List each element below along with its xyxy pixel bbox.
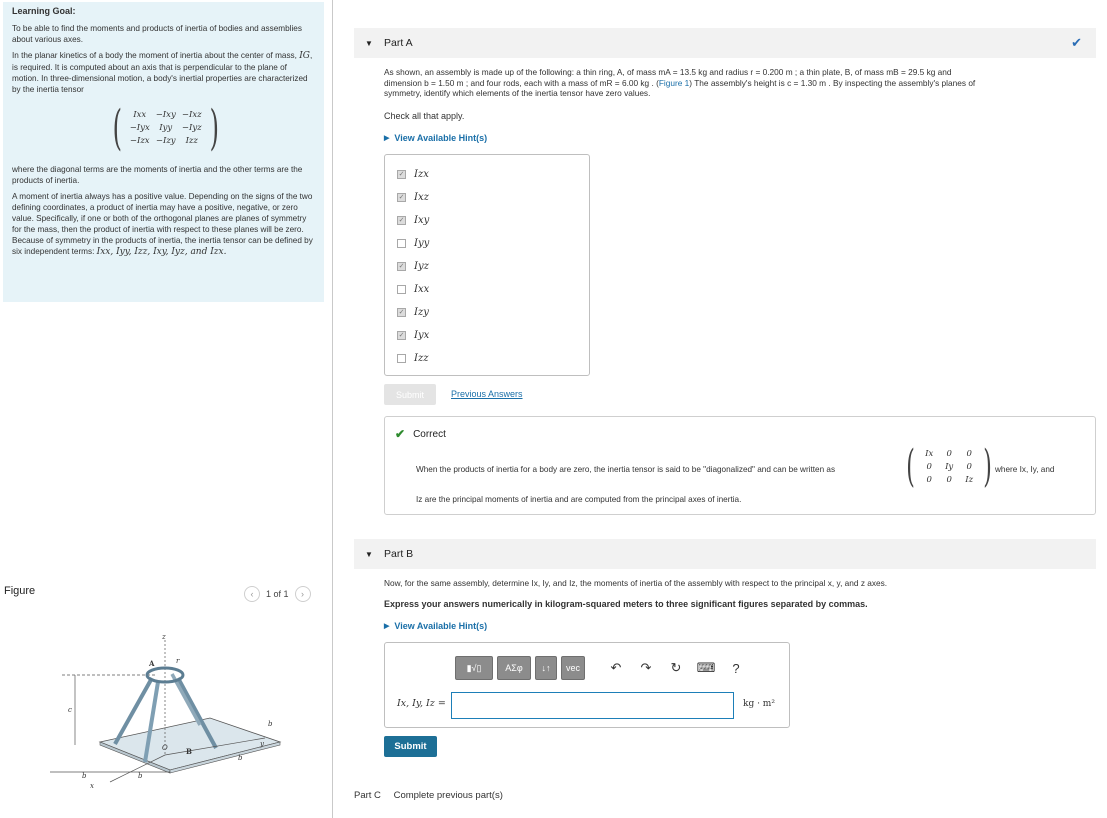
option-label: Ixz xyxy=(414,192,429,203)
para3-terms: Ixx, Iyy, Izz, Ixy, Iyz, and Izx. xyxy=(96,247,227,257)
tensor-cell: Ixx xyxy=(133,109,147,120)
undo-icon[interactable]: ↶ xyxy=(610,660,622,675)
question-segment: dimension b = 1.50 m ; and four rods, each with a mass of mR = 6.00 kg . ( xyxy=(384,77,659,88)
option-row[interactable] xyxy=(397,330,429,341)
symbols-button[interactable]: ΑΣφ xyxy=(497,656,531,680)
feedback-line1: When the products of inertia for a body are zero, the inertia tensor is said to be "diagonalized" and can be written as xyxy=(416,465,836,474)
checkbox-unchecked[interactable] xyxy=(397,285,406,294)
feedback-title-text: Correct xyxy=(413,428,446,440)
label-B: B xyxy=(186,747,192,756)
diag-cell: 0 xyxy=(946,475,952,485)
tensor-cell: −Izx xyxy=(129,135,150,146)
diag-cell: 0 xyxy=(946,449,952,459)
label-b: b xyxy=(268,720,273,728)
diag-cell: Ix xyxy=(925,449,934,459)
diagonal-matrix-grid xyxy=(919,449,979,485)
part-b-question: Now, for the same assembly, determine Ix, Iy, and Iz, the moments of inertia of the assembly with respect to the principal x, y, and z axes. xyxy=(384,578,888,588)
checkbox-unchecked[interactable] xyxy=(397,239,406,248)
option-row[interactable] xyxy=(397,238,429,249)
option-label: Izx xyxy=(414,169,429,180)
right-paren: ) xyxy=(983,441,993,492)
label-r: r xyxy=(176,657,180,665)
learning-goal-title: Learning Goal: xyxy=(12,6,76,16)
checkbox-checked[interactable]: ✓ xyxy=(398,194,405,201)
checkbox-unchecked[interactable] xyxy=(397,354,406,363)
left-panel xyxy=(0,0,333,818)
option-label: Izy xyxy=(414,307,429,318)
part-c-status: Complete previous part(s) xyxy=(393,790,503,801)
para1-pre: In the planar kinetics of a body the moment of inertia about the center of mass, xyxy=(12,51,297,60)
diag-cell: 0 xyxy=(926,462,932,472)
collapse-caret-icon[interactable]: ▼ xyxy=(365,549,373,559)
assembly-figure xyxy=(40,630,290,790)
correct-feedback-box xyxy=(384,416,1096,515)
option-label: Iyy xyxy=(414,238,430,249)
learning-goal-panel xyxy=(3,2,324,302)
label-c: c xyxy=(68,706,72,714)
answer-units: kg · m² xyxy=(743,699,775,709)
option-label: Izz xyxy=(414,353,429,364)
part-c-title: Part C xyxy=(354,790,381,801)
inertia-tensor-matrix xyxy=(108,100,315,156)
part-a-title: Part A xyxy=(384,37,413,49)
diag-cell: 0 xyxy=(966,449,972,459)
diag-cell: 0 xyxy=(966,462,972,472)
part-a-instruction: Check all that apply. xyxy=(384,111,465,121)
completed-check-icon: ✔ xyxy=(1071,35,1082,50)
option-row[interactable] xyxy=(397,192,429,203)
redo-icon[interactable]: ↷ xyxy=(640,660,652,675)
para1-post: , is required. It is computed about an axis that is perpendicular to the plane of motion. In three-dimensional motion, a body's inertial properties are characterized by the inertia tensor xyxy=(12,51,313,94)
tensor-cell: −Iyx xyxy=(129,122,150,133)
figure-pager xyxy=(244,586,311,602)
expand-triangle-icon: ▶ xyxy=(384,623,390,630)
diag-cell: Iz xyxy=(965,475,974,485)
question-line: symmetry, identify which elements of the inertia tensor have zero values. xyxy=(384,88,651,98)
figure-label: Figure xyxy=(4,585,36,597)
inertia-tensor-grid xyxy=(127,110,205,147)
label-x: x xyxy=(90,782,94,790)
checkbox-checked[interactable]: ✓ xyxy=(398,171,405,178)
part-a-header[interactable] xyxy=(354,28,1096,58)
checkbox-checked[interactable]: ✓ xyxy=(398,309,405,316)
diag-cell: 0 xyxy=(926,475,932,485)
options-box xyxy=(384,154,590,376)
expand-triangle-icon: ▶ xyxy=(384,135,390,142)
option-label: Ixx xyxy=(414,284,430,295)
label-A: A xyxy=(149,659,155,668)
diag-cell: Iy xyxy=(945,462,954,472)
option-label: Ixy xyxy=(414,215,430,226)
question-segment: ) The assembly's height is c = 1.30 m . By inspecting the assembly's planes of xyxy=(689,77,976,88)
label-y: y xyxy=(260,740,264,748)
part-b-hint-toggle[interactable] xyxy=(384,621,487,631)
question-line xyxy=(384,78,1096,89)
option-label: Iyz xyxy=(414,261,429,272)
part-b-instruction: Express your answers numerically in kilogram-squared meters to three significant figures separated by commas. xyxy=(384,599,868,609)
hint-label: View Available Hint(s) xyxy=(394,621,488,631)
learning-goal-para3 xyxy=(12,191,315,258)
reset-icon[interactable]: ↻ xyxy=(670,660,682,675)
option-row[interactable] xyxy=(397,261,429,272)
label-z: z xyxy=(162,633,166,641)
option-label: Iyx xyxy=(414,330,430,341)
help-icon[interactable]: ? xyxy=(732,660,740,676)
label-b: b xyxy=(238,754,243,762)
tensor-cell: Iyy xyxy=(159,122,173,133)
feedback-line2: Iz are the principal moments of inertia and are computed from the principal axes of inertia. xyxy=(416,495,742,504)
learning-goal-intro: To be able to find the moments and products of inertia of bodies and assemblies about various axes. xyxy=(12,24,302,44)
previous-answers-link[interactable]: Previous Answers xyxy=(451,389,523,399)
tensor-cell: −Ixy xyxy=(155,109,176,120)
label-b: b xyxy=(82,772,87,780)
checkbox-checked[interactable]: ✓ xyxy=(398,332,405,339)
part-b-title: Part B xyxy=(384,548,414,560)
tensor-cell: −Ixz xyxy=(181,109,202,120)
part-a-submit-button: Submit xyxy=(384,384,436,405)
vector-button[interactable]: vec xyxy=(561,656,585,680)
right-paren: ) xyxy=(209,100,219,156)
answer-box xyxy=(384,642,790,728)
tensor-cell: −Izy xyxy=(155,135,176,146)
left-paren: ( xyxy=(112,100,123,156)
figure-page-count: 1 of 1 xyxy=(266,589,289,599)
learning-goal-para1 xyxy=(12,50,315,95)
answer-label: Ix, Iy, Iz = xyxy=(397,698,446,709)
arrows-button[interactable]: ↓↑ xyxy=(535,656,557,680)
learning-goal-para2: where the diagonal terms are the moments of inertia and the other terms are the products of inertia. xyxy=(12,165,303,185)
option-row[interactable] xyxy=(397,353,429,364)
option-row[interactable] xyxy=(397,169,429,180)
para1-symbol: IG xyxy=(299,51,310,61)
checkbox-checked[interactable]: ✓ xyxy=(398,217,405,224)
part-b-submit-button[interactable]: Submit xyxy=(384,736,437,757)
tensor-cell: Izz xyxy=(185,135,198,146)
option-row[interactable] xyxy=(397,215,429,226)
part-c-row xyxy=(354,790,503,801)
checkbox-checked[interactable]: ✓ xyxy=(398,263,405,270)
part-a-question xyxy=(384,67,1096,99)
feedback-title xyxy=(395,427,446,441)
templates-button[interactable]: ▮√▯ xyxy=(455,656,493,680)
tensor-cell: −Iyz xyxy=(181,122,202,133)
hint-label: View Available Hint(s) xyxy=(394,133,488,143)
question-line: As shown, an assembly is made up of the following: a thin ring, A, of mass mA = 13.5 kg and radius r = 0.200 m ; a thin plate, B, of mass mB = 29.5 kg and xyxy=(384,67,952,77)
label-b: b xyxy=(138,772,143,780)
correct-check-icon: ✔ xyxy=(395,427,406,441)
keyboard-icon[interactable]: ⌨ xyxy=(696,660,716,675)
option-row[interactable] xyxy=(397,307,429,318)
part-b-header[interactable] xyxy=(354,539,1096,569)
answer-input[interactable] xyxy=(451,692,734,719)
label-O: O xyxy=(162,744,168,752)
figure-link[interactable]: Figure 1 xyxy=(658,77,690,88)
math-toolbar xyxy=(455,656,749,680)
collapse-caret-icon[interactable]: ▼ xyxy=(365,38,373,48)
feedback-line1-end: where Ix, Iy, and xyxy=(995,465,1055,474)
part-a-hint-toggle[interactable] xyxy=(384,133,487,143)
prev-figure-button[interactable]: ‹ xyxy=(244,586,260,602)
left-paren: ( xyxy=(906,441,915,492)
next-figure-button[interactable]: › xyxy=(295,586,311,602)
option-row[interactable] xyxy=(397,284,429,295)
diagonal-matrix xyxy=(902,441,996,492)
para3-pre: A moment of inertia always has a positive value. Depending on the signs of the two defining coordinates, a product of inertia may have a positive, negative, or zero value. Specifically, if one or both of the orthogonal planes are planes of symmetry for the mass, then the product of inertia with respect to these planes will be zero. Because of symmetry in the products of inertia, the inertia tensor can be defined by six independent terms: xyxy=(12,192,313,256)
